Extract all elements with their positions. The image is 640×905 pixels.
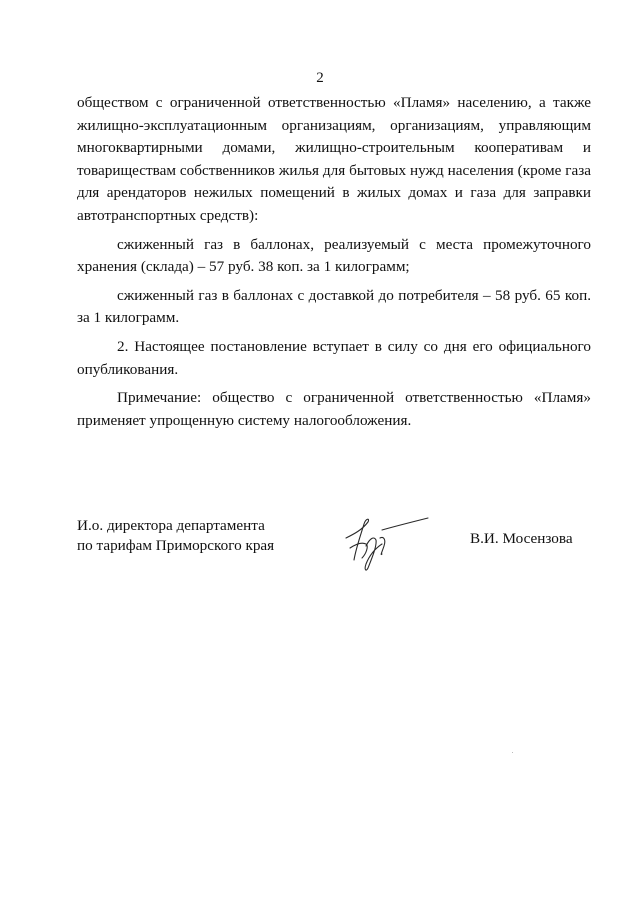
scan-speck [512,752,513,753]
page-number: 2 [316,70,324,86]
text-line: сжиженный газ в баллонах, реализуемый с места промежуточного [117,235,591,253]
signatory-position [77,516,274,556]
text-line: хранения (склада) – 57 руб. 38 коп. за 1 килограмм; [77,258,410,276]
text-line: за 1 килограмм. [77,309,180,327]
position-line: по тарифам Приморского края [77,537,275,554]
text-line: 2. Настоящее постановление вступает в силу со дня его официального [117,337,591,355]
paragraph-note [77,387,591,432]
paragraph-prices-intro [77,92,591,228]
text-line: применяет упрощенную систему налогообложения. [77,411,412,429]
text-line: опубликования. [77,360,179,378]
text-line: товариществам собственников жилья для бытовых нужд населения (кроме газа [77,161,591,179]
text-line: обществом с ограниченной ответственностью «Пламя» населению, а также [77,94,591,111]
paragraph-delivery-price [77,285,591,330]
document-body [77,92,591,432]
paragraph-effective-date [77,336,591,381]
text-line: автотранспортных средств): [77,206,259,224]
handwritten-signature [336,508,440,576]
position-line: И.о. директора департамента [77,517,265,534]
text-line: для арендаторов нежилых помещений в жилых домах и газа для заправки [77,184,591,202]
signatory-name: В.И. Мосензова [470,530,573,547]
paragraph-warehouse-price [77,234,591,279]
text-line: сжиженный газ в баллонах с доставкой до потребителя – 58 руб. 65 коп. [117,286,591,304]
text-line: Примечание: общество с ограниченной ответственностью «Пламя» [117,389,591,407]
text-line: многоквартирными домами, жилищно-строительным кооперативам и [77,139,591,157]
text-line: жилищно-эксплуатационным организациям, организациям, управляющим [77,116,591,134]
